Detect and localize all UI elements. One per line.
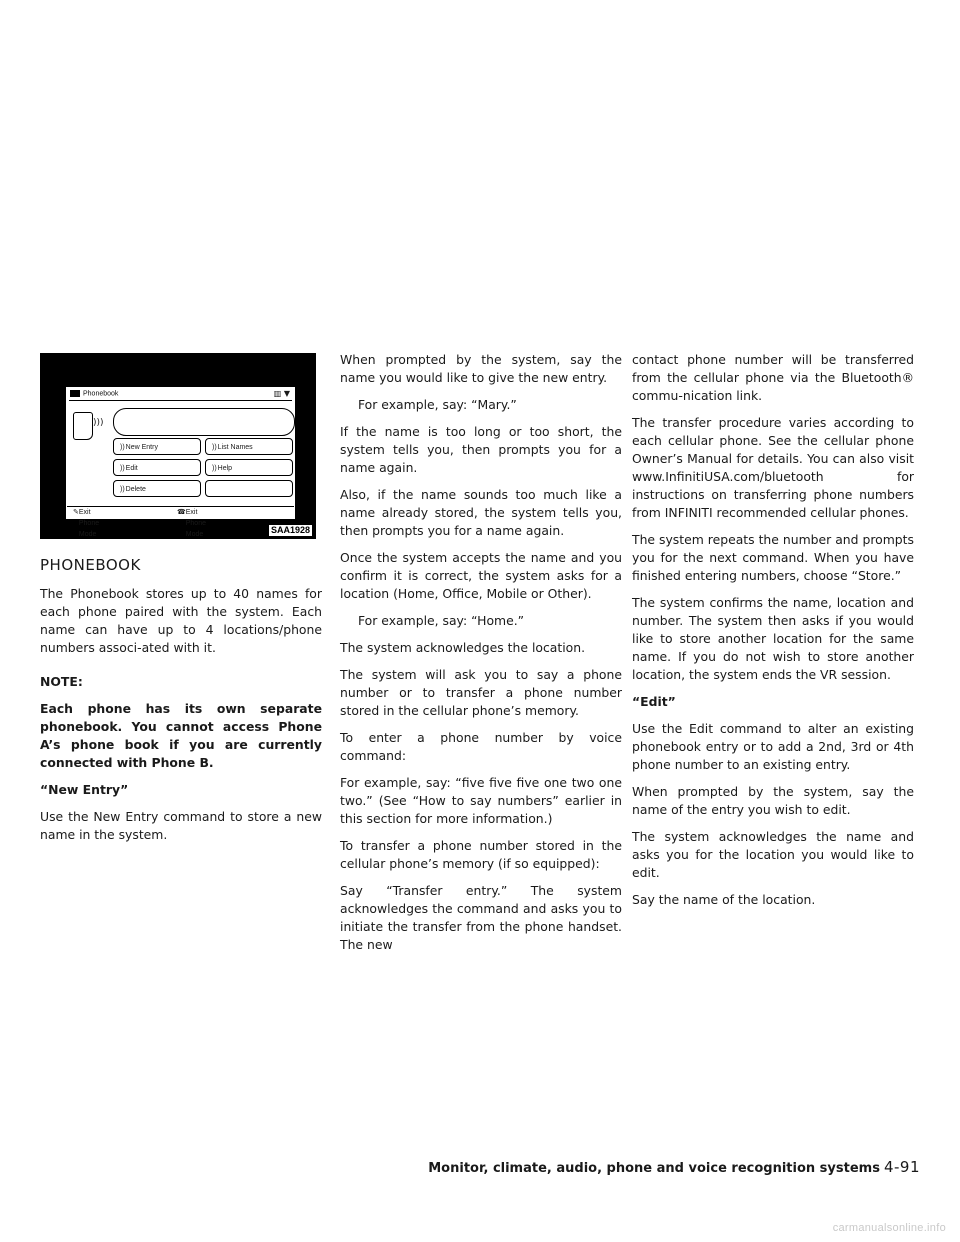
column-2 bbox=[340, 351, 622, 963]
column-1 bbox=[40, 556, 322, 853]
signal-icon: ▥ ▼ bbox=[273, 389, 290, 398]
paragraph: When prompted by the system, say the name you would like to give the new entry. bbox=[340, 352, 622, 385]
paragraph: Once the system accepts the name and you confirm it is correct, the system asks for a location (Home, Office, Mobile or Other). bbox=[340, 550, 622, 601]
exit-phone-mode-right: ☎ Exit Phone Mode bbox=[177, 509, 206, 538]
paragraph: The system acknowledges the location. bbox=[340, 640, 586, 655]
screen-title: Phonebook bbox=[70, 390, 118, 397]
column-3 bbox=[632, 351, 914, 918]
paragraph: The system acknowledges the name and asks you for the location you would like to edit. bbox=[632, 829, 914, 880]
paragraph: To enter a phone number by voice command: bbox=[340, 730, 622, 763]
new-entry-button: ))New Entry bbox=[113, 438, 201, 455]
paragraph: For example, say: “five five five one two one two.” (See “How to say numbers” earlier in this section for more information.) bbox=[340, 775, 622, 826]
note-text: Each phone has its own separate phonebook. You cannot access Phone A’s phone book if you are currently connected with Phone B. bbox=[40, 701, 322, 770]
paragraph: The system will ask you to say a phone number or to transfer a phone number stored in the cellular phone’s memory. bbox=[340, 667, 622, 718]
speak-icon: )) bbox=[212, 465, 217, 472]
subheading-new-entry: “New Entry” bbox=[40, 782, 129, 797]
paragraph: Also, if the name sounds too much like a name already stored, the system tells you, then prompts you for a name again. bbox=[340, 487, 622, 538]
paragraph: Say the name of the location. bbox=[632, 892, 816, 907]
paragraph: When prompted by the system, say the name of the entry you wish to edit. bbox=[632, 784, 914, 817]
watermark: carmanualsonline.info bbox=[832, 1222, 946, 1234]
paragraph: To transfer a phone number stored in the cellular phone’s memory (if so equipped): bbox=[340, 838, 622, 871]
paragraph: contact phone number will be transferred from the cellular phone via the Bluetooth® commu-nication link. bbox=[632, 352, 914, 403]
paragraph: The Phonebook stores up to 40 names for each phone paired with the system. Each name can have up to 4 locations/phone numbers associ-ated with it. bbox=[40, 586, 322, 655]
paragraph: Use the Edit command to alter an existing phonebook entry or to add a 2nd, 3rd or 4th phone number to an existing entry. bbox=[632, 721, 914, 772]
page-footer bbox=[428, 1157, 920, 1176]
phonebook-icon bbox=[70, 390, 80, 397]
speak-icon: )) bbox=[120, 486, 125, 493]
example: For example, say: “Home.” bbox=[358, 613, 525, 628]
phonebook-screen-figure bbox=[40, 353, 316, 539]
speech-bubble bbox=[113, 408, 295, 436]
sound-waves-icon: ))) bbox=[93, 418, 104, 428]
paragraph: The transfer procedure varies according to each cellular phone. See the cellular phone Owner’s Manual for details. You can also visit www.InfinitiUSA.com/bluetooth for instructions on transferring phone numbers from INFINITI recommended cellular phones. bbox=[632, 415, 914, 520]
speak-icon: )) bbox=[120, 444, 125, 451]
example: For example, say: “Mary.” bbox=[358, 397, 517, 412]
title-divider bbox=[69, 400, 292, 401]
speak-icon: )) bbox=[212, 444, 217, 451]
list-names-button: ))List Names bbox=[205, 438, 293, 455]
exit-phone-mode-left: ✎ Exit Phone Mode bbox=[73, 509, 100, 538]
note-label: NOTE: bbox=[40, 674, 83, 689]
delete-button: ))Delete bbox=[113, 480, 201, 497]
speak-icon: )) bbox=[120, 465, 125, 472]
page-number: 4-91 bbox=[883, 1158, 920, 1176]
paragraph: Say “Transfer entry.” The system acknowledges the command and asks you to initiate the transfer from the phone handset. The new bbox=[340, 883, 622, 952]
voice-face-icon bbox=[73, 412, 93, 440]
section-heading: PHONEBOOK bbox=[40, 556, 141, 574]
paragraph: The system confirms the name, location and number. The system then asks if you would like to store another location for the same name. If you do not wish to store another location, the system ends the VR session. bbox=[632, 595, 914, 682]
paragraph: The system repeats the number and prompts you for the next command. When you have finished entering numbers, choose “Store.” bbox=[632, 532, 914, 583]
paragraph: If the name is too long or too short, the system tells you, then prompts you for a name again. bbox=[340, 424, 622, 475]
figure-code: SAA1928 bbox=[270, 525, 310, 535]
help-button: ))Help bbox=[205, 459, 293, 476]
empty-button bbox=[205, 480, 293, 497]
section-title: Monitor, climate, audio, phone and voice recognition systems bbox=[428, 1161, 880, 1176]
paragraph: Use the New Entry command to store a new name in the system. bbox=[40, 809, 322, 842]
edit-button: ))Edit bbox=[113, 459, 201, 476]
subheading-edit: “Edit” bbox=[632, 694, 676, 709]
